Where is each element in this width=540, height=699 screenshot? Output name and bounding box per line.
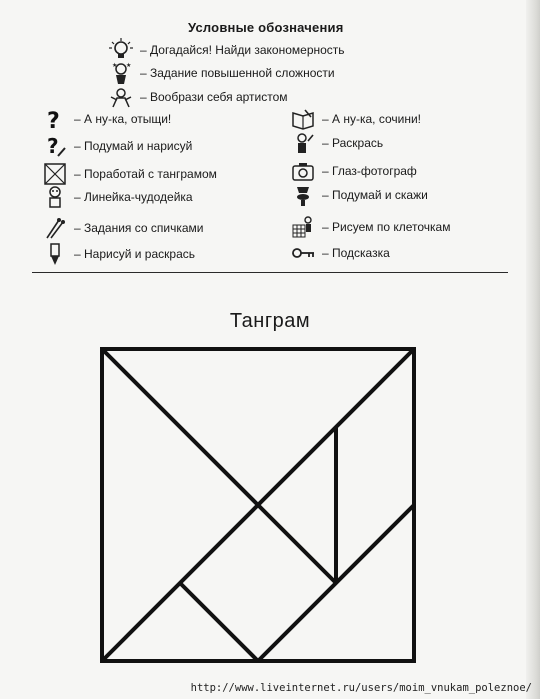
grid-pencil-icon	[290, 214, 316, 240]
legend-item-camera	[290, 158, 417, 184]
footer-url: http://www.liveinternet.ru/users/moim_vnukam_poleznoe/	[190, 682, 532, 694]
ruler-character-icon	[42, 184, 68, 210]
legend-item-text: – А ну-ка, отыщи!	[74, 112, 172, 126]
page-fold-shadow	[526, 0, 540, 699]
book-icon	[290, 106, 316, 132]
svg-text:★: ★	[112, 63, 118, 69]
legend-item-text: – Подумай и нарисуй	[74, 139, 193, 153]
legend-item-text: – Подумай и скажи	[322, 188, 428, 202]
question-icon	[42, 106, 68, 132]
svg-text:★: ★	[126, 63, 132, 69]
legend-item-paint	[290, 130, 383, 156]
legend-item-text: – Догадайся! Найди закономерность	[140, 43, 345, 57]
legend-item-text: – Задания со спичками	[74, 221, 204, 235]
question-pencil-icon	[42, 133, 68, 159]
svg-text:?: ?	[47, 134, 59, 158]
tangram-square-edge-bottom	[258, 505, 336, 583]
legend-item-question	[42, 106, 171, 132]
legend-item-matches	[42, 215, 204, 241]
tangram-small-triangle-edge	[180, 583, 258, 661]
legend-item-brush	[42, 241, 195, 267]
legend-item-text: – Глаз-фотограф	[322, 164, 417, 178]
legend-item-text: – Задание повышенной сложности	[140, 66, 335, 80]
mouth-icon	[290, 182, 316, 208]
tangram-title: Танграм	[229, 310, 311, 332]
legend-item-ruler	[42, 184, 193, 210]
legend-item-text: – Линейка-чудодейка	[74, 190, 193, 204]
legend-item-text: – Нарисуй и раскрась	[74, 247, 195, 261]
brush-icon	[42, 241, 68, 267]
section-divider	[32, 272, 508, 273]
matches-icon	[42, 215, 68, 241]
legend-item-grid	[290, 214, 450, 240]
paint-icon	[290, 130, 316, 156]
key-icon	[290, 240, 316, 266]
legend-item-book	[290, 106, 421, 132]
legend-item-text: – Подсказка	[322, 246, 390, 260]
legend-item-mouth	[290, 182, 428, 208]
stars-icon	[108, 60, 134, 86]
legend-item-text: – А ну-ка, сочини!	[322, 112, 421, 126]
legend-item-question-pencil	[42, 133, 192, 159]
legend-item-stars	[108, 60, 335, 86]
legend-item-text: – Вообрази себя артистом	[140, 90, 288, 104]
legend-item-text: – Поработай с танграмом	[74, 167, 217, 181]
legend-item-text: – Рисуем по клеточкам	[322, 220, 451, 234]
legend-title: Условные обозначения	[188, 20, 344, 35]
legend-item-key	[290, 240, 390, 266]
legend-item-text: – Раскрась	[322, 136, 384, 150]
tangram-figure	[100, 347, 416, 663]
camera-icon	[290, 158, 316, 184]
tangram-diagonal-left	[102, 349, 258, 505]
svg-text:?: ?	[47, 109, 60, 131]
